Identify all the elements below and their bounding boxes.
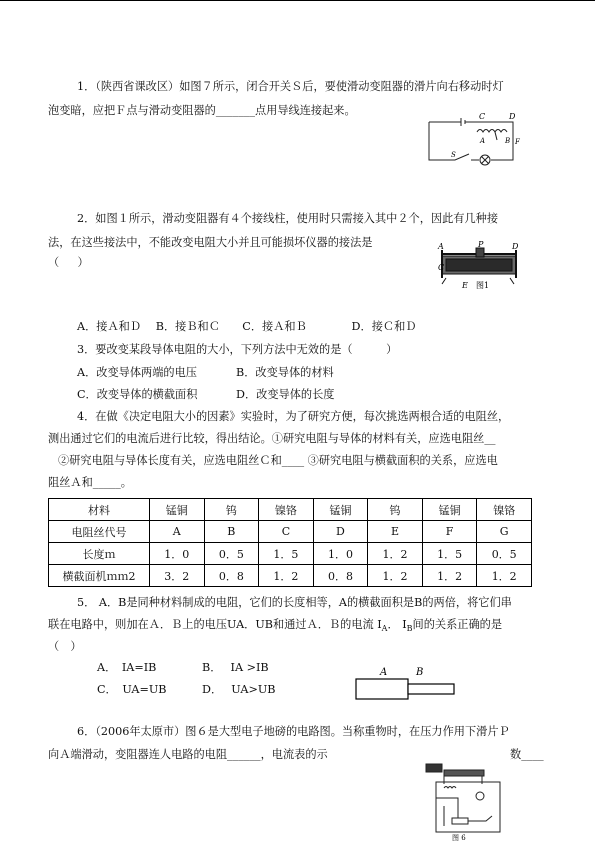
table-cell: 电阻丝代号 <box>49 521 150 543</box>
table-cell: 0．8 <box>204 565 259 587</box>
table-cell: 横截面机ｍｍ2 <box>49 565 150 587</box>
q1-fig-label-b: B <box>505 137 511 145</box>
table-cell: 钨 <box>368 499 423 521</box>
q1-line-2: 泡变暗，应把Ｆ点与滑动变阻器的_______点用导线连接起来。 <box>48 104 356 117</box>
q5-resistor-figure <box>354 663 458 703</box>
table-cell: 1．2 <box>368 543 423 565</box>
q6-scale-circuit-figure <box>414 758 514 841</box>
q5-subscript-a: A <box>381 624 388 634</box>
q3-option-c: C．改变导体的横截面积 <box>77 388 198 401</box>
q5-line-3: （ ） <box>48 640 82 653</box>
table-cell: 1．5 <box>422 543 477 565</box>
table-cell: 1．0 <box>150 543 205 565</box>
q2-fig-label-a: A <box>438 242 444 251</box>
q2-line-3: （ ） <box>48 256 89 269</box>
q1-fig-label-d: D <box>509 112 516 121</box>
table-cell: 镍铬 <box>477 499 532 521</box>
q5-fig-label-b: B <box>416 667 424 678</box>
q1-fig-label-c: C <box>479 112 486 121</box>
table-row <box>49 543 532 565</box>
q5-line-2-mid: ． I <box>387 618 407 631</box>
q1-line-1: 1．（陕西省课改区）如图７所示，闭合开关Ｓ后，要使滑动变阻器的滑片向右移动时灯 <box>77 80 504 93</box>
table-cell: E <box>368 521 423 543</box>
table-cell: 锰铜 <box>422 499 477 521</box>
table-cell: 1．2 <box>259 565 314 587</box>
q2-fig-label-e: E <box>462 281 468 290</box>
q5-line-2 <box>48 618 502 636</box>
table-cell: 1．2 <box>477 565 532 587</box>
q1-fig-label-f: F <box>515 138 520 146</box>
q5-subscript-b: B <box>406 624 413 634</box>
resistor-wire-table <box>48 498 532 587</box>
q5-option-c: C． UA=UB <box>97 683 167 696</box>
q2-fig-caption: 图1 <box>476 281 490 290</box>
table-cell: 1．5 <box>259 543 314 565</box>
q3-line-1: 3．要改变某段导体电阻的大小，下列方法中无效的是（ ） <box>77 343 398 356</box>
q2-fig-label-p: P <box>478 240 484 249</box>
table-row <box>49 565 532 587</box>
table-cell: 3．2 <box>150 565 205 587</box>
table-cell: 钨 <box>204 499 259 521</box>
q5-option-d: D． UA>UB <box>202 683 276 696</box>
q5-option-b: B． IA >IB <box>202 661 269 674</box>
q6-line-1: 6．（2006年太原市）图６是大型电子地磅的电路图。当称重物时，在压力作用下滑片Ｐ <box>77 725 510 738</box>
table-cell: 0．8 <box>313 565 368 587</box>
q2-options: A．接Ａ和Ｄ B．接Ｂ和Ｃ C．接Ａ和Ｂ D．接Ｃ和Ｄ <box>77 320 417 333</box>
q2-line-1: 2．如图１所示，滑动变阻器有４个接线柱，使用时只需接入其中２个，因此有几种接 <box>77 212 499 225</box>
q6-line-2-tail: 数____ <box>510 748 544 761</box>
table-row <box>49 521 532 543</box>
q4-line-3: ②研究电阻与导体长度有关，应选电阻丝Ｃ和____ ③研究电阻与横截面积的关系，应选电 <box>58 454 498 467</box>
table-cell: 1．2 <box>422 565 477 587</box>
q1-fig-label-s: S <box>451 151 456 159</box>
q2-fig-label-d: D <box>512 242 519 251</box>
q3-option-b: B．改变导体的材料 <box>236 366 334 379</box>
q3-option-d: D．改变导体的长度 <box>236 388 335 401</box>
q2-line-2: 法，在这些接法中，不能改变电阻大小并且可能损坏仪器的接法是 <box>48 236 373 249</box>
q2-fig-label-c: C <box>438 263 445 272</box>
q1-circuit-figure <box>425 110 525 168</box>
table-cell: 0．5 <box>204 543 259 565</box>
q3-option-a: A．改变导体两端的电压 <box>77 366 197 379</box>
q5-line-2-end: 间的关系正确的是 <box>412 618 503 631</box>
table-cell: 镍铬 <box>259 499 314 521</box>
q6-fig-caption: 图 6 <box>452 834 466 841</box>
q5-option-a: A． IA=IB <box>97 661 157 674</box>
q5-fig-label-a: A <box>380 667 388 678</box>
table-cell: 锰铜 <box>313 499 368 521</box>
q4-line-1: 4．在做《决定电阻大小的因素》实验时，为了研究方便，每次挑选两根合适的电阻丝， <box>77 410 510 423</box>
table-row <box>49 499 532 521</box>
table-cell: 1．2 <box>368 565 423 587</box>
table-cell: C <box>259 521 314 543</box>
q2-rheostat-figure <box>436 240 522 292</box>
q5-line-1: 5． A．B是同种材料制成的电阻，它们的长度相等，A的横截面积是B的两倍，将它们串 <box>77 596 512 609</box>
table-cell: 1．0 <box>313 543 368 565</box>
q4-line-4: 阻丝Ａ和_____。 <box>48 476 132 489</box>
q1-fig-label-a: A <box>480 137 486 145</box>
table-cell: 材料 <box>49 499 150 521</box>
table-cell: G <box>477 521 532 543</box>
table-cell: D <box>313 521 368 543</box>
table-cell: A <box>150 521 205 543</box>
table-cell: 锰铜 <box>150 499 205 521</box>
page-top-border <box>0 0 595 1</box>
q6-line-2: 向Ａ端滑动，变阻器连人电路的电阻______，电流表的示 <box>48 748 328 761</box>
table-cell: B <box>204 521 259 543</box>
q5-line-2-text: 联在电路中，则加在Ａ．Ｂ上的电压UA．UB和通过Ａ．Ｂ的电流 I <box>48 618 382 631</box>
table-cell: F <box>422 521 477 543</box>
table-cell: 0．5 <box>477 543 532 565</box>
table-cell: 长度ｍ <box>49 543 150 565</box>
q4-line-2: 测出通过它们的电流后进行比较，得出结论。①研究电阻与导体的材料有关，应选电阻丝__ <box>48 432 496 445</box>
